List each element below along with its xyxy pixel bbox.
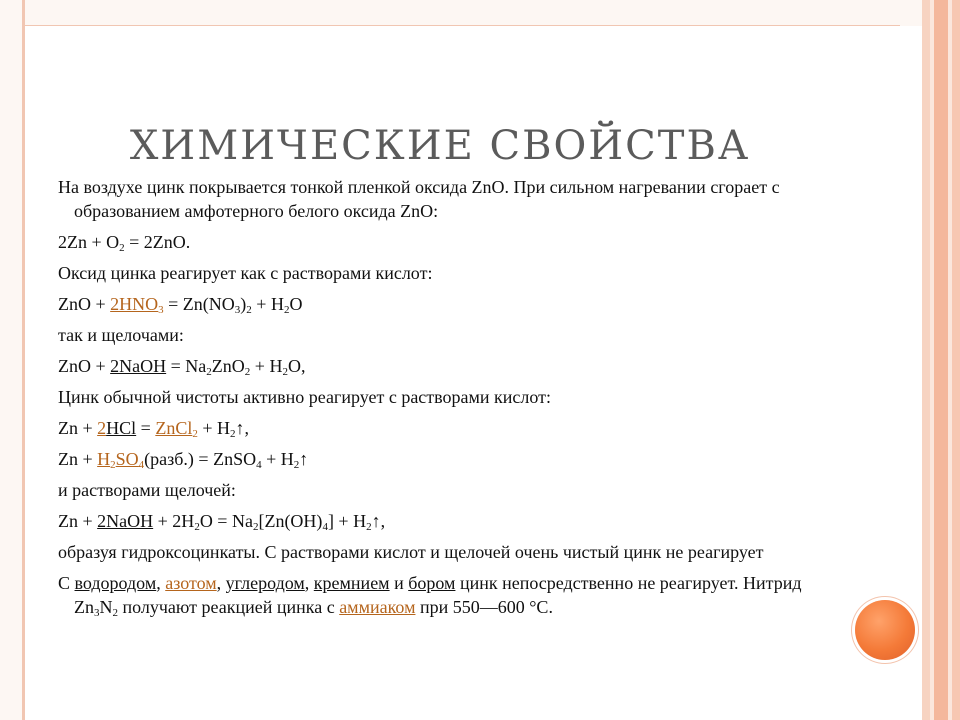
slide-title: ХИМИЧЕСКИЕ СВОЙСТВА (129, 122, 751, 169)
link-carbon[interactable]: углеродом (225, 573, 305, 593)
equation-zn-o2: $2Zn + O_2 = 2ZnO$. (58, 232, 191, 254)
equation-zno-naoh: ZnO + 2NaOH = $Na_2ZnO_2 + H_2O$, (58, 356, 306, 378)
paragraph-alkalis: так и щелочами: (58, 325, 184, 345)
link-boron[interactable]: бором (408, 573, 456, 593)
equation-zn-h2so4: $Zn + H_2SO_4(разб.)$ = ZnSO$_4$ + $H_2↑$ (58, 449, 309, 471)
paragraph-zinc-in-air: На воздухе цинк покрывается тонкой пленкой оксида ZnO. При сильном нагревании сгорает с образованием амфотерного белого оксида ZnO: (58, 177, 780, 221)
equation-zn-naoh: Zn + 2NaOH + $2H_2O = Na_2[Zn(OH)_4]$ + $H_2↑$, (58, 511, 386, 533)
underlined-naoh: 2NaOH (97, 511, 154, 531)
equation-zn-hcl: Zn + 2HCl = ZnCl$_2$ + $H_2↑$, (58, 418, 249, 440)
paragraph-hydroxozincates: образуя гидроксоцинкаты. С растворами кислот и щелочей очень чистый цинк не реагирует (58, 542, 764, 562)
paragraph-zno-acids: Оксид цинка реагирует как с растворами кислот: (58, 263, 433, 283)
decorative-orb-icon (855, 600, 915, 660)
paragraph-zinc-acids: Цинк обычной чистоты активно реагирует с растворами кислот: (58, 387, 552, 407)
link-nitrogen[interactable]: азотом (165, 573, 217, 593)
link-h2so4[interactable]: $H_2SO_4$ (97, 449, 145, 471)
equation-zno-hno3: ZnO + $2HNO_3 = Zn(NO_3)_2 + H_2O$ (58, 294, 303, 316)
underlined-hcl: HCl (106, 418, 137, 438)
slide-content (58, 175, 838, 626)
link-silicon[interactable]: кремнием (313, 573, 390, 593)
link-hno3[interactable]: $2HNO_3$ (110, 294, 164, 316)
decor-stripe (952, 0, 960, 720)
decor-stripe (934, 0, 948, 720)
decor-stripe (922, 0, 930, 720)
paragraph-zinc-alkalis: и растворами щелочей: (58, 480, 236, 500)
link-zncl2[interactable]: ZnCl$_2$ (155, 418, 198, 440)
link-hydrogen[interactable]: водородом (74, 573, 157, 593)
link-ammonia[interactable]: аммиаком (339, 597, 416, 617)
paragraph-zinc-nonreactive: С водородом, азотом, углеродом, кремнием и бором цинк непосредственно не реагирует. Нитрид $Zn_3N_2$ получают реакцией цинка с аммиаком при 550—600 °C. (58, 573, 802, 619)
link-2[interactable]: 2 (97, 418, 107, 438)
underlined-naoh: 2NaOH (110, 356, 167, 376)
